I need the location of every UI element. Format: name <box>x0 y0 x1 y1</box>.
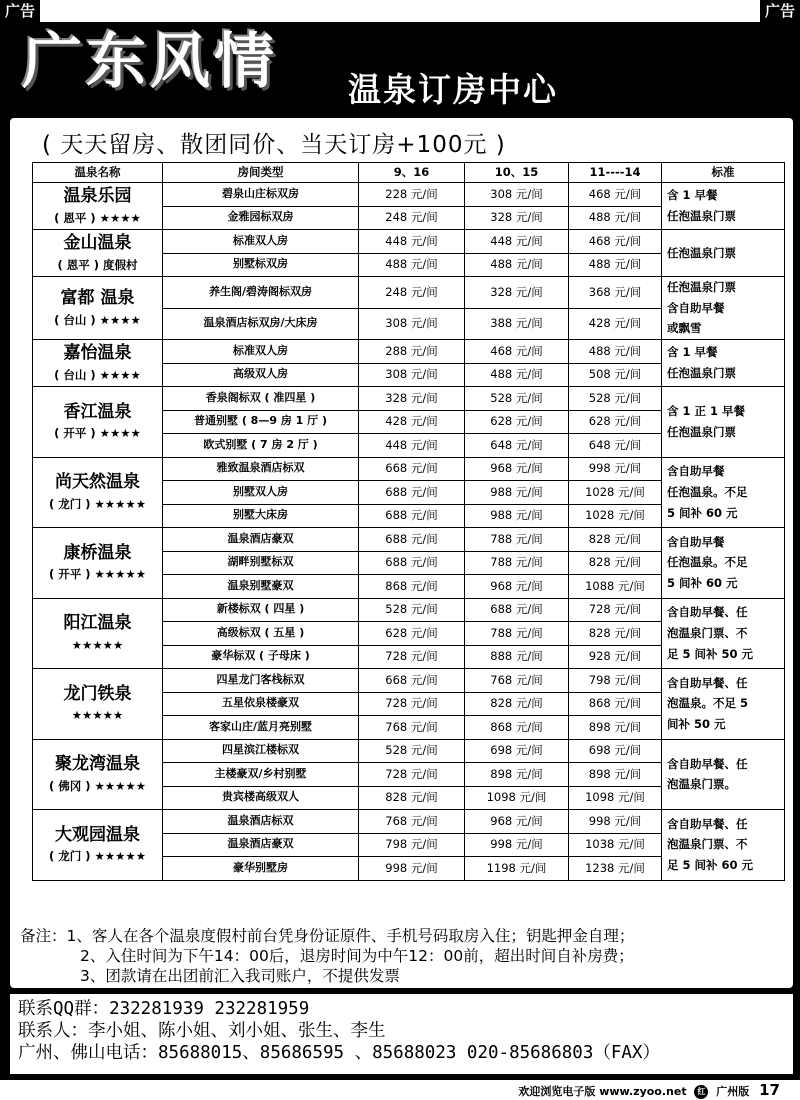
standard-cell <box>662 230 785 277</box>
hotel-name-cell <box>33 528 163 599</box>
content-box <box>10 118 793 988</box>
price-10-15: 528 元/间 <box>465 387 569 411</box>
room-type: 高级标双 ( 五星 ) <box>163 622 359 646</box>
hotel-location-rating: ( 龙门 ) ★★★★★ <box>48 496 147 511</box>
price-9-16: 448 元/间 <box>359 230 465 254</box>
hotel-name-cell <box>33 277 163 340</box>
top-strip <box>0 0 800 22</box>
room-type: 温泉酒店标双房/大床房 <box>163 308 359 340</box>
price-10-15: 488 元/间 <box>465 363 569 387</box>
price-11-14: 1028 元/间 <box>569 504 662 528</box>
table-row <box>33 183 785 207</box>
hotel-name: 尚天然温泉 <box>55 472 140 493</box>
standard-line: 任泡温泉门票 <box>667 366 736 381</box>
standard-line: 任泡温泉门票 <box>667 245 736 260</box>
standard-cell <box>662 387 785 458</box>
table-row <box>33 810 785 834</box>
paper-logo-icon: 红 <box>694 1085 708 1099</box>
note-3: 3、团款请在出团前汇入我司账户，不提供发票 <box>80 967 400 985</box>
hotel-name-cell <box>33 230 163 277</box>
standard-line: 或飘雪 <box>667 321 702 336</box>
standard-cell <box>662 457 785 528</box>
price-10-15: 1198 元/间 <box>465 857 569 881</box>
room-type: 别墅标双房 <box>163 253 359 277</box>
price-10-15: 688 元/间 <box>465 598 569 622</box>
price-9-16: 688 元/间 <box>359 481 465 505</box>
price-11-14: 898 元/间 <box>569 716 662 740</box>
standard-cell <box>662 528 785 599</box>
room-type: 温泉酒店标双 <box>163 810 359 834</box>
price-9-16: 248 元/间 <box>359 206 465 230</box>
price-9-16: 668 元/间 <box>359 669 465 693</box>
header-price-3: 11----14 <box>569 163 662 183</box>
room-type: 主楼豪双/乡村别墅 <box>163 763 359 787</box>
price-11-14: 648 元/间 <box>569 434 662 458</box>
room-type: 别墅大床房 <box>163 504 359 528</box>
price-9-16: 448 元/间 <box>359 434 465 458</box>
table-row <box>33 340 785 364</box>
price-9-16: 288 元/间 <box>359 340 465 364</box>
hotel-name-cell <box>33 669 163 740</box>
price-11-14: 488 元/间 <box>569 253 662 277</box>
table-row <box>33 739 785 763</box>
price-table <box>32 162 785 881</box>
standard-line: 任泡温泉门票 <box>667 209 736 223</box>
hotel-location-rating: ( 开平 ) ★★★★★ <box>48 567 147 582</box>
room-type: 豪华标双 ( 子母床 ) <box>163 645 359 669</box>
price-11-14: 1028 元/间 <box>569 481 662 505</box>
price-10-15: 388 元/间 <box>465 308 569 340</box>
contact-people: 联系人：李小姐、陈小姐、刘小姐、张生、李生 <box>18 1021 386 1041</box>
room-type: 湖畔别墅标双 <box>163 551 359 575</box>
price-9-16: 728 元/间 <box>359 692 465 716</box>
standard-line: 含自助早餐 <box>667 534 725 549</box>
price-11-14: 508 元/间 <box>569 363 662 387</box>
standard-line: 5 间补 60 元 <box>667 505 738 520</box>
room-type: 五星依泉楼豪双 <box>163 692 359 716</box>
hotel-name: 阳江温泉 <box>63 613 132 634</box>
price-11-14: 528 元/间 <box>569 387 662 411</box>
hotel-name-cell <box>33 810 163 881</box>
price-9-16: 308 元/间 <box>359 308 465 340</box>
price-9-16: 248 元/间 <box>359 277 465 309</box>
room-type: 碧泉山庄标双房 <box>163 183 359 207</box>
notes <box>20 926 634 986</box>
table-row <box>33 457 785 481</box>
price-9-16: 308 元/间 <box>359 363 465 387</box>
price-11-14: 1038 元/间 <box>569 833 662 857</box>
price-10-15: 768 元/间 <box>465 669 569 693</box>
hotel-name-cell <box>33 457 163 528</box>
hotel-location-rating: ( 开平 ) ★★★★ <box>54 426 141 441</box>
standard-line: 足 5 间补 60 元 <box>667 858 754 873</box>
standard-line: 泡温泉门票。 <box>667 777 736 792</box>
price-10-15: 968 元/间 <box>465 810 569 834</box>
subtitle: 温泉订房中心 <box>348 70 558 109</box>
price-10-15: 868 元/间 <box>465 716 569 740</box>
price-9-16: 768 元/间 <box>359 716 465 740</box>
room-type: 新楼标双 ( 四星 ) <box>163 598 359 622</box>
footer-text: 欢迎浏览电子版 www.zyoo.net <box>518 1085 687 1098</box>
price-10-15: 968 元/间 <box>465 575 569 599</box>
price-9-16: 628 元/间 <box>359 622 465 646</box>
price-11-14: 488 元/间 <box>569 340 662 364</box>
room-type: 标准双人房 <box>163 340 359 364</box>
hotel-name: 香江温泉 <box>63 401 132 422</box>
standard-line: 间补 50 元 <box>667 717 726 732</box>
hotel-name: 康桥温泉 <box>63 542 132 563</box>
table-row <box>33 598 785 622</box>
room-type: 温泉酒店豪双 <box>163 528 359 552</box>
price-11-14: 898 元/间 <box>569 763 662 787</box>
price-11-14: 468 元/间 <box>569 183 662 207</box>
price-9-16: 688 元/间 <box>359 504 465 528</box>
price-10-15: 488 元/间 <box>465 253 569 277</box>
price-11-14: 1098 元/间 <box>569 786 662 810</box>
price-10-15: 828 元/间 <box>465 692 569 716</box>
page-number: 17 <box>759 1081 780 1099</box>
standard-cell <box>662 669 785 740</box>
standard-line: 任泡温泉门票 <box>667 280 736 294</box>
table-row <box>33 528 785 552</box>
header-price-2: 10、15 <box>465 163 569 183</box>
price-11-14: 368 元/间 <box>569 277 662 309</box>
standard-line: 5 间补 60 元 <box>667 576 738 591</box>
price-11-14: 1238 元/间 <box>569 857 662 881</box>
footer <box>0 1080 800 1100</box>
price-9-16: 728 元/间 <box>359 645 465 669</box>
price-9-16: 328 元/间 <box>359 387 465 411</box>
table-row <box>33 277 785 309</box>
hotel-location-rating: ★★★★★ <box>71 708 124 723</box>
room-type: 普通别墅 ( 8—9 房 1 厅 ) <box>163 410 359 434</box>
brand-title: 广东风情 <box>22 27 278 97</box>
room-type: 贵宾楼高级双人 <box>163 786 359 810</box>
price-11-14: 1088 元/间 <box>569 575 662 599</box>
room-type: 高级双人房 <box>163 363 359 387</box>
standard-line: 含自助早餐 <box>667 464 725 479</box>
price-10-15: 898 元/间 <box>465 763 569 787</box>
standard-cell <box>662 810 785 881</box>
ad-tag-right: 广告 <box>760 0 800 22</box>
room-type: 标准双人房 <box>163 230 359 254</box>
price-11-14: 828 元/间 <box>569 528 662 552</box>
price-9-16: 528 元/间 <box>359 739 465 763</box>
room-type: 温泉别墅豪双 <box>163 575 359 599</box>
header-price-1: 9、16 <box>359 163 465 183</box>
note-1: 备注：1、客人在各个温泉度假村前台凭身份证原件、手机号码取房入住；钥匙押金自理； <box>20 927 635 945</box>
price-10-15: 308 元/间 <box>465 183 569 207</box>
price-10-15: 648 元/间 <box>465 434 569 458</box>
standard-cell <box>662 739 785 810</box>
hotel-name: 大观园温泉 <box>55 824 140 845</box>
room-type: 金雅园标双房 <box>163 206 359 230</box>
ad-tag-left: 广告 <box>0 0 40 22</box>
price-10-15: 328 元/间 <box>465 206 569 230</box>
price-9-16: 688 元/间 <box>359 528 465 552</box>
hotel-name-cell <box>33 387 163 458</box>
price-11-14: 998 元/间 <box>569 810 662 834</box>
room-type: 四星龙门客栈标双 <box>163 669 359 693</box>
price-9-16: 428 元/间 <box>359 410 465 434</box>
price-11-14: 628 元/间 <box>569 410 662 434</box>
standard-cell <box>662 598 785 669</box>
table-row <box>33 230 785 254</box>
standard-line: 含 1 正 1 早餐 <box>667 404 746 419</box>
standard-line: 足 5 间补 50 元 <box>667 646 754 661</box>
standard-line: 含自助早餐、任 <box>667 756 748 771</box>
standard-line: 任泡温泉。不足 <box>667 555 748 570</box>
hotel-location-rating: ( 恩平 ) 度假村 <box>57 257 138 272</box>
contact-box <box>10 994 793 1074</box>
price-10-15: 448 元/间 <box>465 230 569 254</box>
hotel-name: 聚龙湾温泉 <box>55 754 140 775</box>
price-10-15: 988 元/间 <box>465 481 569 505</box>
price-9-16: 668 元/间 <box>359 457 465 481</box>
standard-cell <box>662 340 785 387</box>
slogan: ( 天天留房、散团同价、当天订房+100元 ) <box>42 132 506 158</box>
price-9-16: 768 元/间 <box>359 810 465 834</box>
hotel-location-rating: ( 台山 ) ★★★★ <box>54 312 141 327</box>
price-11-14: 928 元/间 <box>569 645 662 669</box>
hotel-location-rating: ( 恩平 ) ★★★★ <box>54 210 141 225</box>
price-10-15: 788 元/间 <box>465 528 569 552</box>
header-standard: 标准 <box>662 163 785 183</box>
price-11-14: 998 元/间 <box>569 457 662 481</box>
standard-line: 含 1 早餐 <box>667 188 718 203</box>
price-11-14: 828 元/间 <box>569 551 662 575</box>
header-hotel: 温泉名称 <box>33 163 163 183</box>
price-11-14: 828 元/间 <box>569 622 662 646</box>
price-10-15: 888 元/间 <box>465 645 569 669</box>
standard-line: 含自助早餐、任 <box>667 816 748 831</box>
price-11-14: 728 元/间 <box>569 598 662 622</box>
standard-line: 任泡温泉。不足 <box>667 484 748 499</box>
price-11-14: 868 元/间 <box>569 692 662 716</box>
header-room: 房间类型 <box>163 163 359 183</box>
price-10-15: 988 元/间 <box>465 504 569 528</box>
standard-line: 泡温泉门票、不 <box>667 837 748 852</box>
note-2: 2、入住时间为下午14：00后，退房时间为中午12：00前，超出时间自补房费； <box>80 947 634 965</box>
price-10-15: 328 元/间 <box>465 277 569 309</box>
price-9-16: 488 元/间 <box>359 253 465 277</box>
price-11-14: 488 元/间 <box>569 206 662 230</box>
price-9-16: 228 元/间 <box>359 183 465 207</box>
room-type: 养生阁/碧涛阁标双房 <box>163 277 359 309</box>
standard-line: 含自助早餐、任 <box>667 675 748 690</box>
price-10-15: 628 元/间 <box>465 410 569 434</box>
hotel-name-cell <box>33 739 163 810</box>
price-9-16: 828 元/间 <box>359 786 465 810</box>
standard-line: 泡温泉。不足 5 <box>667 696 749 711</box>
standard-cell <box>662 277 785 340</box>
hotel-name: 龙门铁泉 <box>63 683 132 704</box>
hotel-name: 温泉乐园 <box>63 186 132 207</box>
table-row <box>33 387 785 411</box>
table-header-row <box>33 163 785 183</box>
price-10-15: 468 元/间 <box>465 340 569 364</box>
standard-line: 任泡温泉门票 <box>667 424 736 439</box>
room-type: 客家山庄/蓝月亮别墅 <box>163 716 359 740</box>
hotel-name: 金山温泉 <box>63 233 132 254</box>
table-row <box>33 669 785 693</box>
hotel-name-cell <box>33 183 163 230</box>
price-9-16: 798 元/间 <box>359 833 465 857</box>
room-type: 别墅双人房 <box>163 481 359 505</box>
price-9-16: 688 元/间 <box>359 551 465 575</box>
price-10-15: 998 元/间 <box>465 833 569 857</box>
hotel-location-rating: ( 佛冈 ) ★★★★★ <box>48 778 147 793</box>
hotel-name-cell <box>33 340 163 387</box>
standard-line: 含自助早餐 <box>667 300 725 315</box>
price-9-16: 998 元/间 <box>359 857 465 881</box>
price-11-14: 428 元/间 <box>569 308 662 340</box>
standard-cell <box>662 183 785 230</box>
room-type: 豪华别墅房 <box>163 857 359 881</box>
standard-line: 泡温泉门票、不 <box>667 625 748 640</box>
price-10-15: 698 元/间 <box>465 739 569 763</box>
contact-phones: 广州、佛山电话：85688015、85686595 、85688023 020-85686803（FAX） <box>18 1043 660 1063</box>
room-type: 四星滨江楼标双 <box>163 739 359 763</box>
price-9-16: 868 元/间 <box>359 575 465 599</box>
contact-qq: 联系QQ群：232281939 232281959 <box>18 999 310 1019</box>
price-10-15: 788 元/间 <box>465 551 569 575</box>
price-9-16: 728 元/间 <box>359 763 465 787</box>
footer-edition: 广州版 <box>716 1085 750 1098</box>
price-10-15: 788 元/间 <box>465 622 569 646</box>
hotel-name: 嘉怡温泉 <box>63 343 132 364</box>
room-type: 温泉酒店豪双 <box>163 833 359 857</box>
price-10-15: 1098 元/间 <box>465 786 569 810</box>
hotel-location-rating: ( 台山 ) ★★★★ <box>54 367 141 382</box>
price-11-14: 468 元/间 <box>569 230 662 254</box>
price-10-15: 968 元/间 <box>465 457 569 481</box>
price-11-14: 798 元/间 <box>569 669 662 693</box>
price-9-16: 528 元/间 <box>359 598 465 622</box>
hotel-location-rating: ( 龙门 ) ★★★★★ <box>48 849 147 864</box>
standard-line: 含 1 早餐 <box>667 345 718 360</box>
hotel-name: 富都 温泉 <box>60 288 135 309</box>
hotel-location-rating: ★★★★★ <box>71 637 124 652</box>
hotel-name-cell <box>33 598 163 669</box>
room-type: 香泉阁标双 ( 准四星 ) <box>163 387 359 411</box>
standard-line: 含自助早餐、任 <box>667 605 748 620</box>
room-type: 欧式别墅 ( 7 房 2 厅 ) <box>163 434 359 458</box>
room-type: 雅致温泉酒店标双 <box>163 457 359 481</box>
price-11-14: 698 元/间 <box>569 739 662 763</box>
